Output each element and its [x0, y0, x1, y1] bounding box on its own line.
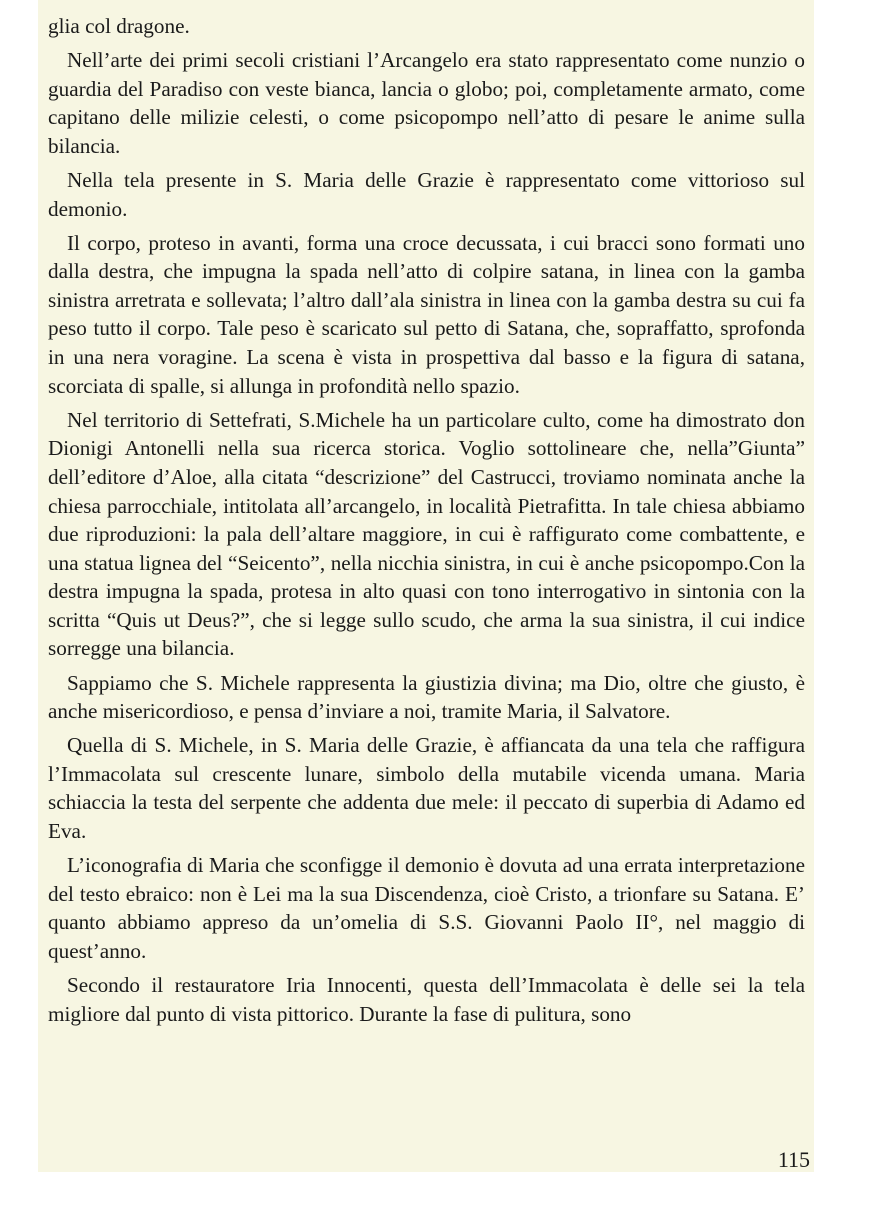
paragraph-settefrati-cult: Nel territorio di Settefrati, S.Michele ha un particolare culto, come ha dimostrato don Dionigi Antonelli nella sua ricerca storica. Voglio sottolineare che, nella”Giunta” dell’editore d’Aloe, alla citata “descrizione” del Castrucci, troviamo nominata anche la chiesa parrocchiale, intitolata all’arcangelo, in località Pietrafitta. In tale chiesa abbiamo due riproduzioni: la pala dell’altare maggiore, in cui è raffigurato come combattente, e una statua lignea del “Seicento”, nella nicchia sinistra, in cui è anche psicopompo.Con la destra impugna la spada, protesa in alto quasi con tono interrogativo in sintonia con la scritta “Quis ut Deus?”, che si legge sullo scudo, che arma la sua sinistra, il cui indice sorregge una bilancia.	[48, 407, 805, 661]
paragraph-divine-justice: Sappiamo che S. Michele rappresenta la giustizia divina; ma Dio, oltre che giusto, è anche misericordioso, e pensa d’inviare a noi, tramite Maria, il Salvatore.	[48, 670, 805, 724]
paragraph-restorer: Secondo il restauratore Iria Innocenti, questa dell’Immacolata è delle sei la tela migliore dal punto di vista pittorico. Durante la fase di pulitura, sono	[48, 973, 805, 1026]
paragraph-canvas-victorious: Nella tela presente in S. Maria delle Grazie è rappresentato come vittorioso sul demonio.	[48, 167, 805, 221]
body-text	[48, 12, 805, 1034]
paragraph-continuation: glia col dragone.	[48, 14, 190, 38]
paragraph-iconography: L’iconografia di Maria che sconfigge il demonio è dovuta ad una errata interpretazione del testo ebraico: non è Lei ma la sua Discendenza, cioè Cristo, a trionfare su Satana. E’ quanto abbiamo appreso da un’omelia di S.S. Giovanni Paolo II°, nel maggio di quest’anno.	[48, 853, 805, 963]
paragraph-archangel-early-art: Nell’arte dei primi secoli cristiani l’Arcangelo era stato rappresentato come nunzio o guardia del Paradiso con veste bianca, lancia o globo; poi, completamente armato, come capitano delle milizie celesti, o come psicopompo nell’atto di pesare le anime sulla bilancia.	[48, 48, 805, 158]
page-number: 115	[777, 1147, 810, 1172]
paragraph-body-cross: Il corpo, proteso in avanti, forma una croce decussata, i cui bracci sono formati uno dalla destra, che impugna la spada nell’atto di colpire satana, in linea con la gamba sinistra arretrata e sollevata; l’altro dall’ala sinistra in linea con la gamba destra su cui fa peso tutto il corpo. Tale peso è scaricato sul petto di Satana, che, sopraffatto, sprofonda in una nera voragine. La scena è vista in prospettiva dal basso e la figura di satana, scorciata di spalle, si allunga in profondità nello spazio.	[48, 230, 805, 398]
paragraph-immaculate-canvas: Quella di S. Michele, in S. Maria delle Grazie, è affiancata da una tela che raffigura l’Immacolata sul crescente lunare, simbolo della mutabile vicenda umana. Maria schiaccia la testa del serpente che addenta due mele: il peccato di superbia di Adamo ed Eva.	[48, 733, 805, 844]
